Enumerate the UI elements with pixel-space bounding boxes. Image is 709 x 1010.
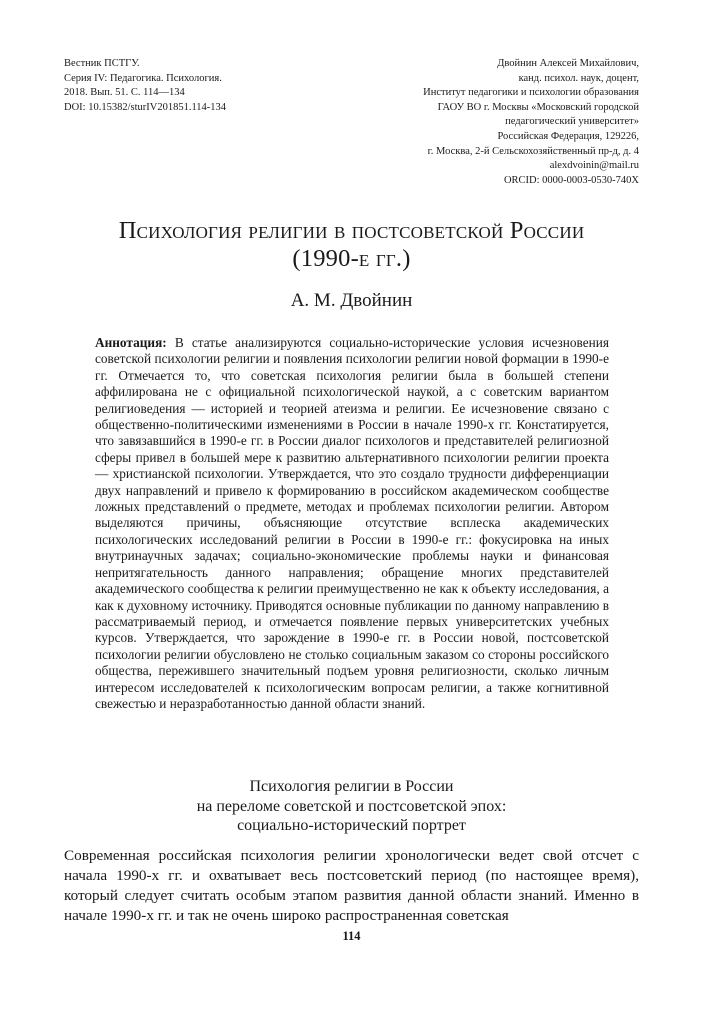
- author-orcid: ORCID: 0000-0003-0530-740X: [503, 174, 639, 186]
- section-heading-line1: Психология религии в России: [249, 778, 454, 795]
- author-info-block: [423, 57, 639, 188]
- article-title: [64, 217, 639, 273]
- author-info-line: Институт педагогики и психологии образования: [423, 87, 639, 99]
- journal-series: Серия IV: Педагогика. Психология.: [64, 72, 222, 84]
- author-info-line: Российская Федерация, 129226,: [497, 130, 639, 142]
- journal-issue: 2018. Вып. 51. С. 114—134: [64, 87, 185, 99]
- author-info-line: г. Москва, 2-й Сельскохозяйственный пр-д, д. 4: [427, 145, 639, 157]
- journal-doi: DOI: 10.15382/sturIV201851.114-134: [64, 101, 227, 113]
- article-author: А. М. Двойнин: [290, 290, 413, 311]
- author-info-line: канд. психол. наук, доцент,: [518, 72, 639, 84]
- page-number: 114: [342, 929, 361, 943]
- section-heading-line2: на переломе советской и постсоветской эпох:: [196, 797, 507, 815]
- author-info-line: педагогический университет»: [505, 116, 639, 128]
- body-paragraph: Современная российская психология религии хронологически ведет свой отсчет с начала 1990-х гг. и охватывает весь постсоветский период (по настоящее время), который следует считать особым этапом развития данной области знаний. Именно в начале 1990-х гг. и так не очень широко распространенная советская: [64, 847, 639, 924]
- journal-header: [64, 57, 226, 115]
- abstract-label: Аннотация:: [95, 335, 167, 350]
- author-info-line: ГАОУ ВО г. Москвы «Московский городской: [437, 101, 639, 113]
- abstract: [95, 335, 609, 712]
- article-title-line1: Психология религии в постсоветской России: [118, 217, 585, 244]
- abstract-text: В статье анализируются социально-исторические условия исчезновения советской психологии религии и появления психологии религии новой формации в 1990-е гг. Отмечается то, что советская психология религии была в большей степени аффилирована не с официальной психологической наукой, а с советским вариантом религиоведения — историей и теорией атеизма и религии. Ее исчезновение связано с общественно-политическими изменениями в России в начале 1990-х гг. Констатируется, что завязавшийся в 1990-е гг. в России диалог психологов и представителей религиозной сферы привел в большей мере к развитию альтернативного психологии религии проекта — христианской психологии. Утверждается, что это создало трудности дифференциации двух направлений и привело к формированию в российском академическом сообществе ложных представлений о предмете, методах и проблемах психологии религии. Автором выделяются причины, объясняющие отсутствие всплеска академических психологических исследований религии в России в 1990-е гг.: фокусировка на иных внутринаучных задачах; социально-экономические проблемы науки и финансовая непритягательность данного направления; обращение многих представителей академического сообщества к религии преимущественно не как к объекту исследования, а как к духовному источнику. Приводятся основные публикации по данному направлению в рассматриваемый период, и отмечается появление первых университетских учебных курсов. Утверждается, что зарождение в 1990-е гг. в России новой, постсоветской психологии религии обусловлено не столько социальным заказом со стороны российского общества, пережившего значительный подъем уровня религиозности, сколько личным интересом исследователей к психологическим вопросам религии, а также когнитивной свежестью и неразработанностью данной области знаний.: [95, 335, 609, 711]
- section-heading: [64, 777, 639, 836]
- author-email[interactable]: alexdvoinin@mail.ru: [549, 160, 639, 172]
- section-heading-line3: социально-исторический портрет: [237, 817, 466, 834]
- author-info-line: Двойнин Алексей Михайлович,: [497, 58, 639, 69]
- article-title-line2: (1990-е гг.): [292, 245, 411, 272]
- journal-name: Вестник ПСТГУ.: [64, 58, 140, 69]
